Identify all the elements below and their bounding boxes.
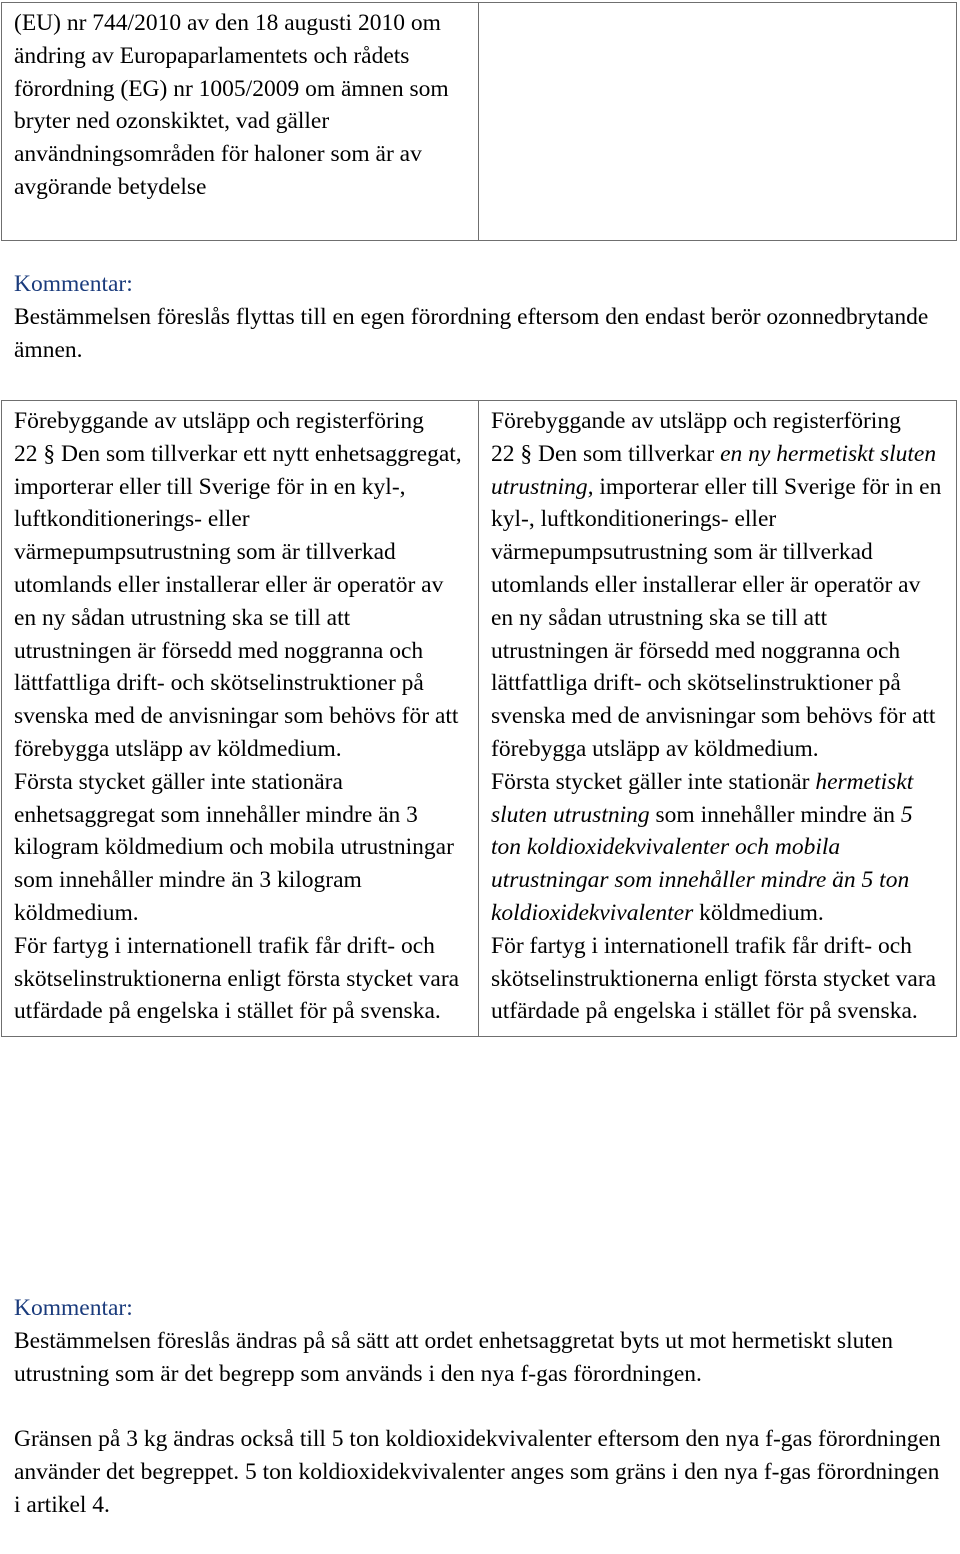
empty-cell bbox=[479, 3, 957, 241]
paragraph-2: Första stycket gäller inte stationära enhetsaggregat som innehåller mindre än 3 kilogram köldmedium och mobila utrustningar som innehåller mindre än 3 kilogram köldmedium. bbox=[14, 768, 454, 926]
section-heading: Förebyggande av utsläpp och registerföring bbox=[491, 408, 901, 434]
paragraph-1-text-a: Den som tillverkar bbox=[538, 440, 715, 467]
section-heading: Förebyggande av utsläpp och registerföring bbox=[14, 408, 424, 434]
paragraph-2 bbox=[491, 766, 944, 930]
comparison-table bbox=[1, 400, 957, 1037]
comment-text-1: Bestämmelsen föreslås ändras på så sätt att ordet enhetsaggretat byts ut mot hermetiskt sluten utrustning som är det begrepp som används i den nya f-gas förordningen. bbox=[14, 1327, 894, 1387]
comment-text-2: Gränsen på 3 kg ändras också till 5 ton koldioxidekvivalenter eftersom den nya f-gas förordningen använder det begreppet. 5 ton koldioxidekvivalenter anges som gräns i den nya f-gas förordningen i artikel 4. bbox=[14, 1426, 941, 1518]
section-number: 22 bbox=[14, 440, 38, 467]
paragraph-2-text-e: köldmedium. bbox=[699, 899, 824, 926]
section-number: 22 bbox=[491, 440, 515, 467]
paragraph-2-text-a: Första stycket gäller inte stationär bbox=[491, 768, 810, 795]
regulation-reference-table bbox=[1, 2, 957, 241]
comment-label: Kommentar: bbox=[14, 271, 133, 297]
amended-text: hermetiskt sluten utrustning bbox=[491, 768, 914, 828]
paragraph-1 bbox=[491, 438, 944, 766]
comment-text: Bestämmelsen föreslås flyttas till en egen förordning eftersom den endast berör ozonnedbrytande ämnen. bbox=[14, 303, 929, 363]
proposed-wording-cell bbox=[479, 401, 957, 1037]
section-sign: § bbox=[520, 440, 533, 467]
comment-block-1 bbox=[14, 268, 949, 366]
paragraph-1-text: Den som tillverkar ett nytt enhetsaggregat, importerar eller till Sverige för in en kyl-, luftkonditionerings- eller värmepumpsutrustning som är tillverkad utomlands eller installerar eller är operatör av en ny sådan utrustning ska se till att utrustningen är försedd med noggranna och lättfattliga drift- och skötselinstruktioner på svenska med de anvisningar som behövs för att förebygga utsläpp av köldmedium. bbox=[14, 440, 462, 762]
amended-text: en ny hermetiskt sluten utrustning, bbox=[491, 440, 937, 500]
paragraph-3: För fartyg i internationell trafik får drift- och skötselinstruktionerna enligt första stycket vara utfärdade på engelska i stället för på svenska. bbox=[14, 932, 460, 1025]
comment-block-2 bbox=[14, 1292, 949, 1522]
section-sign: § bbox=[43, 440, 56, 467]
paragraph-2-text-c: som innehåller mindre än bbox=[655, 801, 896, 828]
regulation-reference-text: (EU) nr 744/2010 av den 18 augusti 2010 om ändring av Europaparlamentets och rådets förordning (EG) nr 1005/2009 om ämnen som bryter ned ozonskiktet, vad gäller användningsområden för haloner som är av avgörande betydelse bbox=[14, 10, 449, 200]
paragraph-1 bbox=[14, 438, 466, 766]
current-wording-cell bbox=[2, 401, 479, 1037]
paragraph-3: För fartyg i internationell trafik får drift- och skötselinstruktionerna enligt första stycket vara utfärdade på engelska i stället för på svenska. bbox=[491, 932, 937, 1025]
regulation-reference-cell bbox=[2, 3, 479, 241]
comment-label: Kommentar: bbox=[14, 1295, 133, 1321]
amended-text: 5 ton koldioxidekvivalenter och mobila utrustningar som innehåller mindre än 5 ton koldioxidekvivalenter bbox=[491, 801, 913, 926]
paragraph-1-text-c: importerar eller till Sverige för in en kyl-, luftkonditionerings- eller värmepumpsutrustning som är tillverkad utomlands eller installerar eller är operatör av en ny sådan utrustning ska se till att utrustningen är försedd med noggranna och lättfattliga drift- och skötselinstruktioner på svenska med de anvisningar som behövs för att förebygga utsläpp av köldmedium. bbox=[491, 473, 942, 762]
paragraph-spacer bbox=[14, 1390, 949, 1423]
